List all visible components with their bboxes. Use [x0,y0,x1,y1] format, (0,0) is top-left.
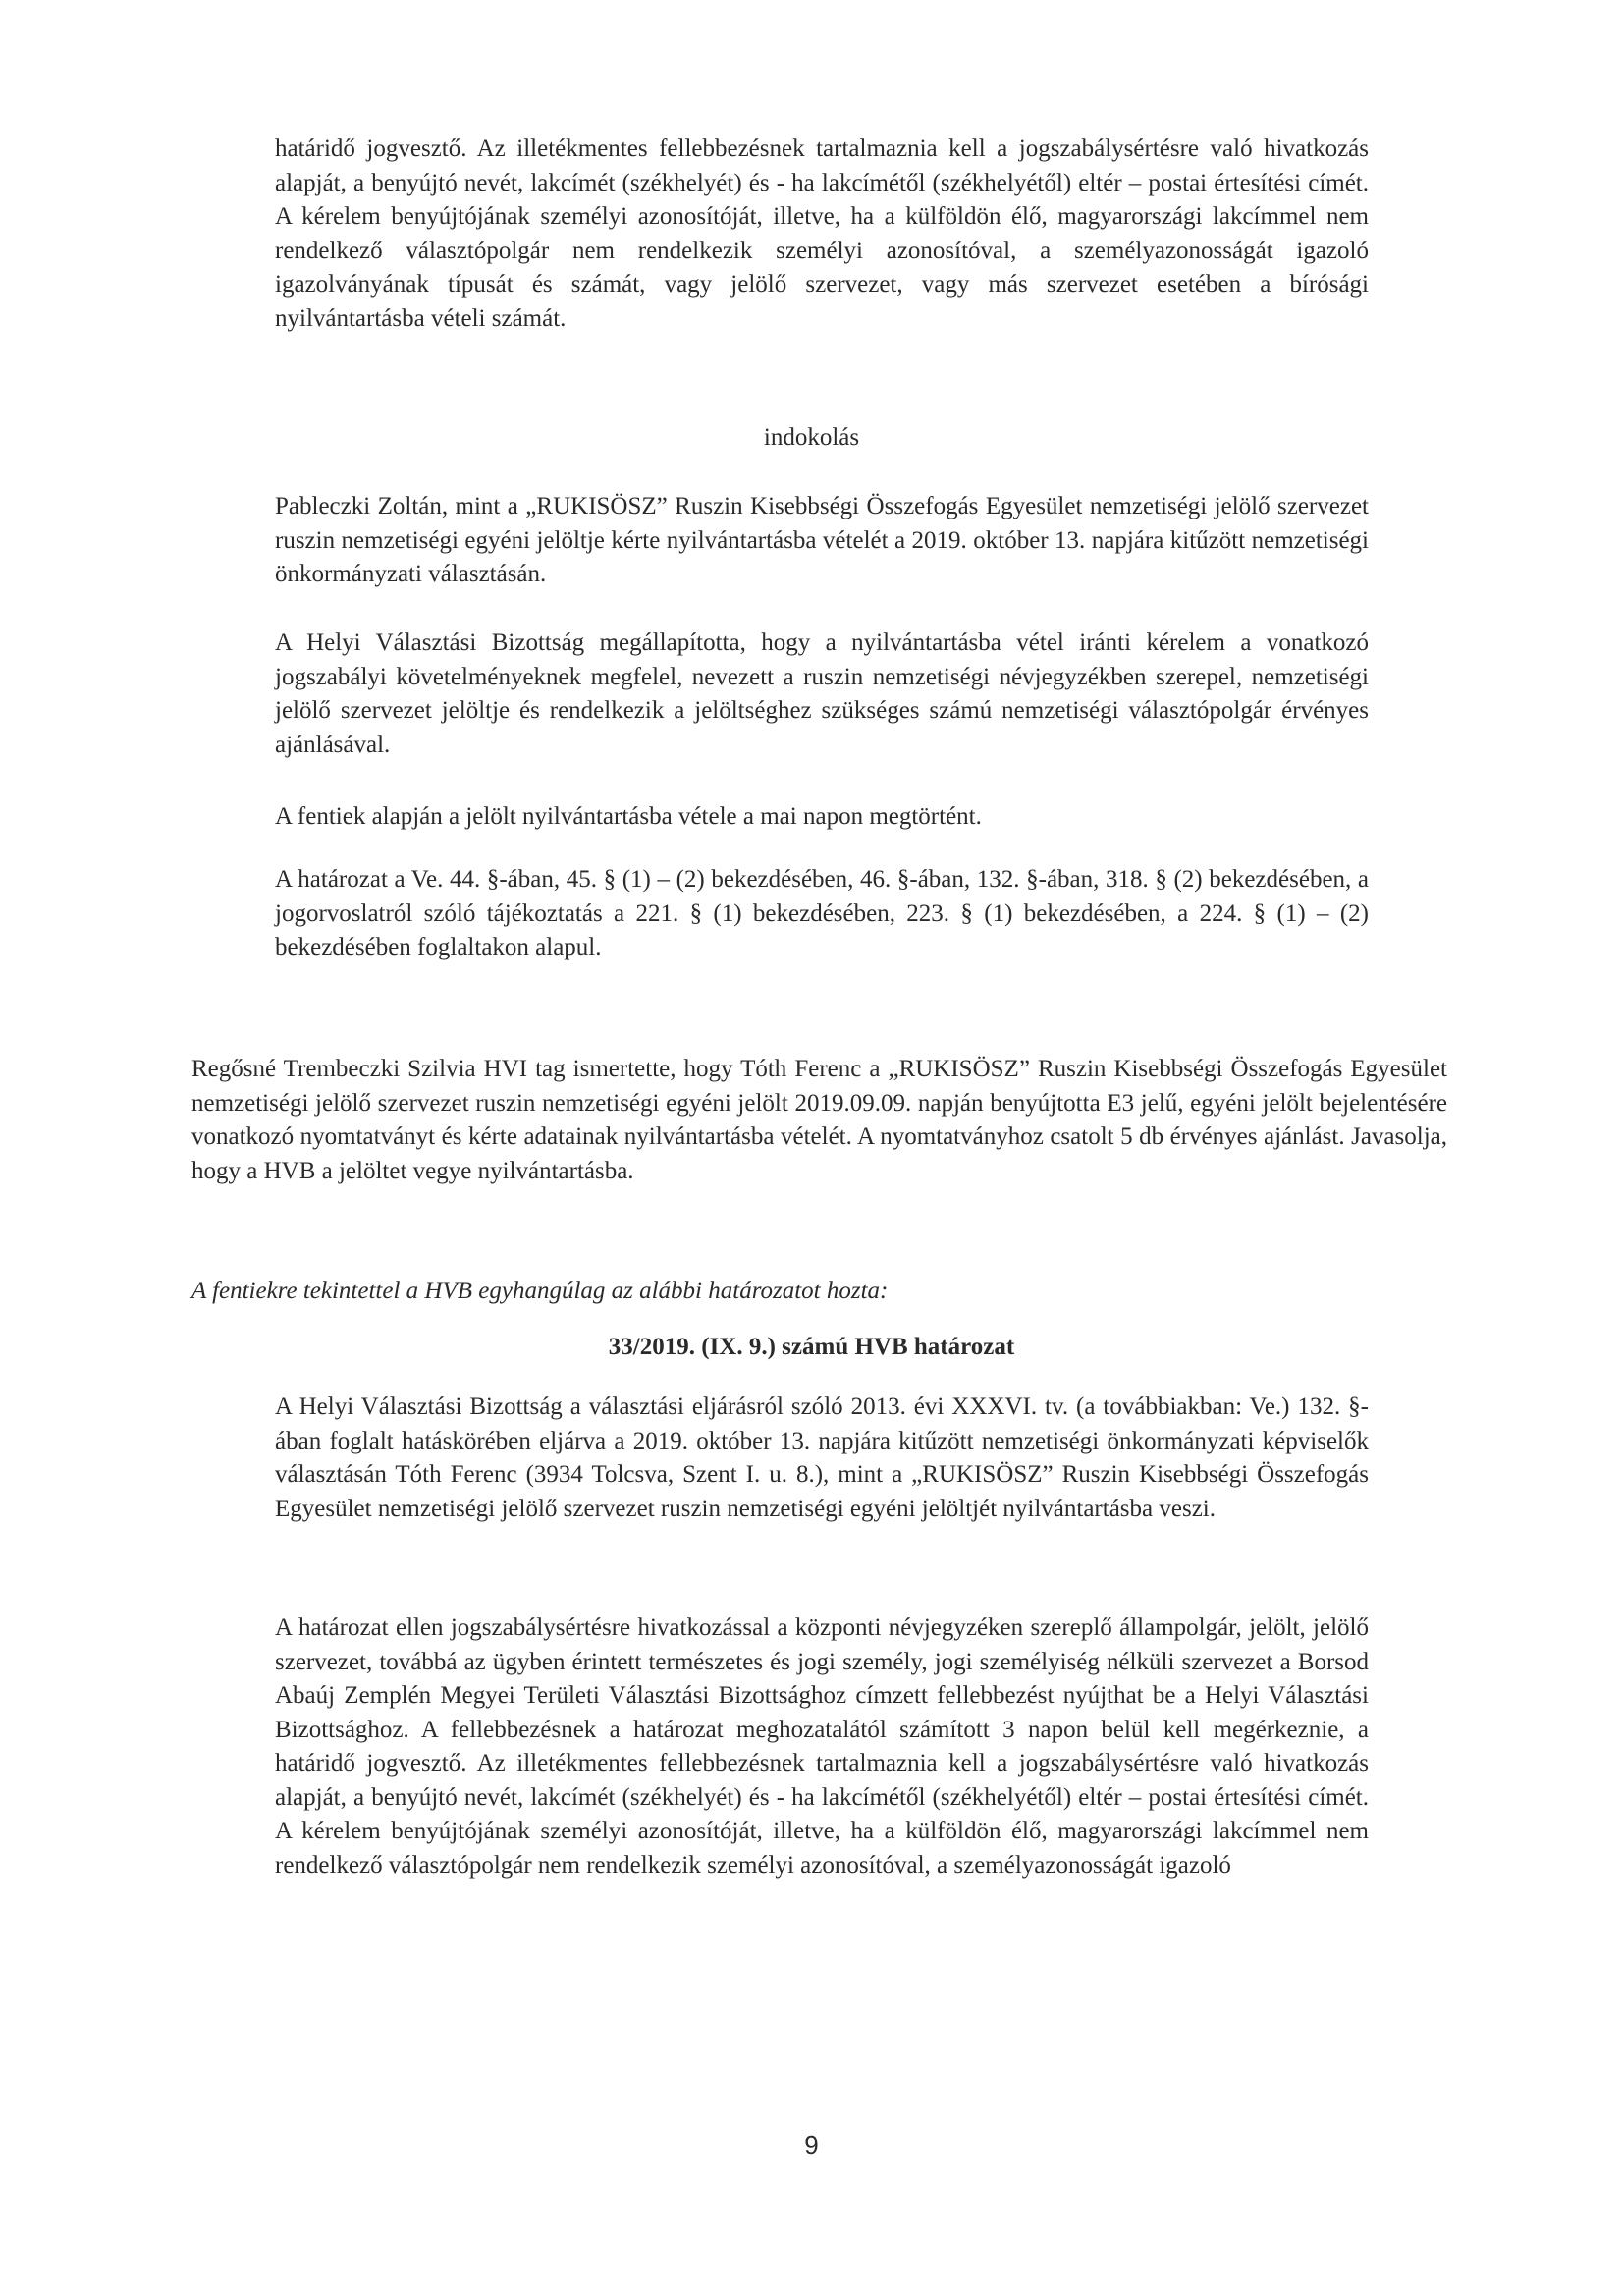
page-number: 9 [804,2130,819,2159]
paragraph-decision-body: A Helyi Választási Bizottság a választási eljárásról szóló 2013. évi XXXVI. tv. (a továbbiakban: Ve.) 132. §-ában foglalt hatáskörében eljárva a 2019. október 13. napjára kitűzött nemzetiségi önkormányzati képviselők választásán Tóth Ferenc (3934 Tolcsva, Szent I. u. 8.), mint a „RUKISÖSZ” Ruszin Kisebbségi Összefogás Egyesület nemzetiségi jelölő szervezet ruszin nemzetiségi egyéni jelöltjét nyilvántartásba veszi. [275,1394,1369,1522]
heading-indokolas: indokolás [763,424,860,451]
paragraph-legal-basis: A határozat a Ve. 44. §-ában, 45. § (1) – (2) bekezdésében, 46. §-ában, 132. §-ában, 318. § (2) bekezdésében, a jogorvoslatról szóló tájékoztatás a 221. § (1) bekezdésében, 223. § (1) bekezdésében, a 224. § (1) – (2) bekezdésében foglaltakon alapul. [275,866,1369,960]
paragraph-appeal-continuation: határidő jogvesztő. Az illetékmentes fellebbezésnek tartalmaznia kell a jogszabálysértésre való hivatkozás alapját, a benyújtó nevét, lakcímét (székhelyét) és - ha lakcímétől (székhelyétől) eltér – postai értesítési címét. A kérelem benyújtójának személyi azonosítóját, illetve, ha a külföldön élő, magyarországi lakcímmel nem rendelkező választópolgár nem rendelkezik személyi azonosítóval, a személyazonosságát igazoló igazolványának típusát és számát, vagy jelölő szervezet, vagy más szervezet esetében a bírósági nyilvántartásba vételi számát. [275,136,1369,332]
paragraph-indokolas-registered: A fentiek alapján a jelölt nyilvántartásba vétele a mai napon megtörtént. [275,803,982,830]
paragraph-indokolas-findings: A Helyi Választási Bizottság megállapította, hogy a nyilvántartásba vétel iránti kérelem a vonatkozó jogszabályi követelményeknek megfelel, nevezett a ruszin nemzetiségi névjegyzékben szerepel, nemzetiségi jelölő szervezet jelöltje és rendelkezik a jelöltséghez szükséges számú nemzetiségi választópolgár érvényes ajánlásával. [275,629,1369,758]
paragraph-appeal-notice: A határozat ellen jogszabálysértésre hivatkozással a központi névjegyzéken szereplő állampolgár, jelölt, jelölő szervezet, továbbá az ügyben érintett természetes és jogi személy, jogi személyiség nélküli szervezet a Borsod Abaúj Zemplén Megyei Területi Választási Bizottsághoz címzett fellebbezést nyújthat be a Helyi Választási Bizottsághoz. A fellebbezésnek a határozat meghozatalától számított 3 napon belül kell megérkeznie, a határidő jogvesztő. Az illetékmentes fellebbezésnek tartalmaznia kell a jogszabálysértésre való hivatkozás alapját, a benyújtó nevét, lakcímét (székhelyét) és - ha lakcímétől (székhelyétől) eltér – postai értesítési címét. A kérelem benyújtójának személyi azonosítóját, illetve, ha a külföldön élő, magyarországi lakcímmel nem rendelkező választópolgár nem rendelkezik személyi azonosítóval, a személyazonosságát igazoló [275,1614,1369,1879]
paragraph-indokolas-candidate: Pableczki Zoltán, mint a „RUKISÖSZ” Ruszin Kisebbségi Összefogás Egyesület nemzetiségi jelölő szervezet ruszin nemzetiségi egyéni jelöltje kérte nyilvántartásba vételét a 2019. október 13. napjára kitűzött nemzetiségi önkormányzati választásán. [275,493,1369,587]
paragraph-decision-intro: A fentiekre tekintettel a HVB egyhangúlag az alábbi határozatot hozta: [191,1278,889,1304]
decision-title: 33/2019. (IX. 9.) számú HVB határozat [608,1334,1015,1360]
paragraph-member-report: Regősné Trembeczki Szilvia HVI tag ismertette, hogy Tóth Ferenc a „RUKISÖSZ” Ruszin Kisebbségi Összefogás Egyesület nemzetiségi jelölő szervezet ruszin nemzetiségi egyéni jelölt 2019.09.09. napján benyújtotta E3 jelű, egyéni jelölt bejelentésére vonatkozó nyomtatványt és kérte adatainak nyilvántartásba vételét. A nyomtatványhoz csatolt 5 db érvényes ajánlást. Javasolja, hogy a HVB a jelöltet vegye nyilvántartásba. [191,1056,1447,1184]
